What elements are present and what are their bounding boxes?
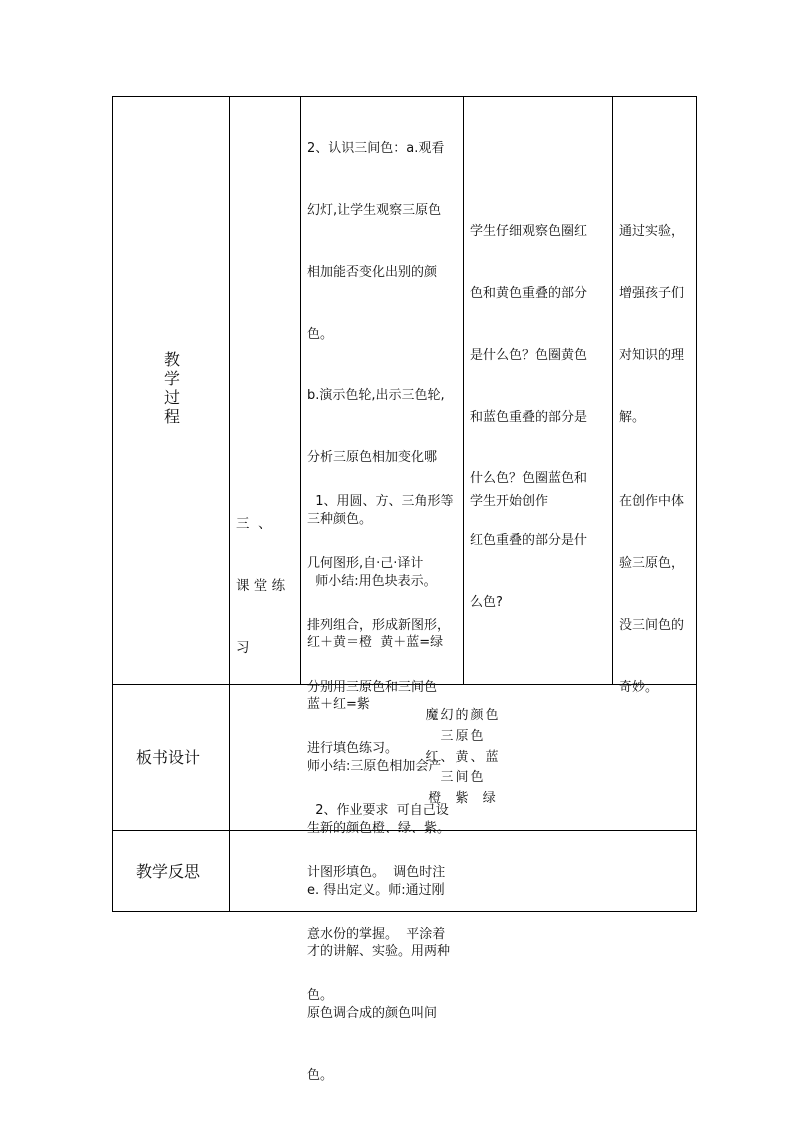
column-divider: [612, 96, 613, 684]
design-intent-upper: 通过实验， 增强孩子们 对知识的理 解。: [619, 224, 685, 425]
row-label-board-design: 板书设计: [136, 748, 201, 767]
student-activity-lower: 学生开始创作: [470, 494, 549, 509]
teaching-content-lower: 1、用圆、方、三角形等 几何图形,自·己·译计 排列组合，形成新图形， 分别用三原色和三间色 进行填色练习。 2、作业要求 可自己设 计图形填色。 调色时注 意水份的掌握。 平涂着 色。: [307, 494, 454, 1004]
column-divider: [300, 96, 301, 684]
board-line: 三间色: [440, 770, 486, 786]
section-label-practice: 三 、 课 堂 练 习: [236, 516, 286, 656]
board-line: 三原色: [440, 728, 486, 744]
board-design-content: [230, 706, 696, 810]
row-label-teaching-process: 教 学 过 程: [163, 350, 180, 426]
row-label-teaching-reflection: 教学反思: [136, 862, 201, 881]
board-line: 红、黄、蓝: [425, 749, 501, 765]
column-divider: [463, 96, 464, 684]
design-intent-lower: 在创作中体 验三原色， 没三间色的 奇妙。: [619, 494, 685, 695]
board-line: 魔幻的颜色: [425, 708, 501, 723]
student-activity-upper: 学生仔细观察色圈红 色和黄色重叠的部分 是什么色？色圈黄色 和蓝色重叠的部分是 什么色？色圈蓝色和 红色重叠的部分是什 么色?: [470, 224, 588, 610]
board-line: 橙 紫 绿: [428, 791, 498, 807]
teaching-content-upper: 2、认识三间色：a.观看 幻灯,让学生观察三原色 相加能否变化出别的颜 色。 b.演示色轮,出示三色轮, 分析三原色相加变化哪 三种颜色。 师小结:用色块表示。 红＋黄＝橙 黄＋蓝=绿 蓝＋红=紫 师小结:三原色相加会产 生新的颜色橙、绿、紫。 e. 得出定义。师:通过刚 才的讲解、实验。用两种 原色调合成的颜色叫间 色。: [307, 141, 451, 1083]
